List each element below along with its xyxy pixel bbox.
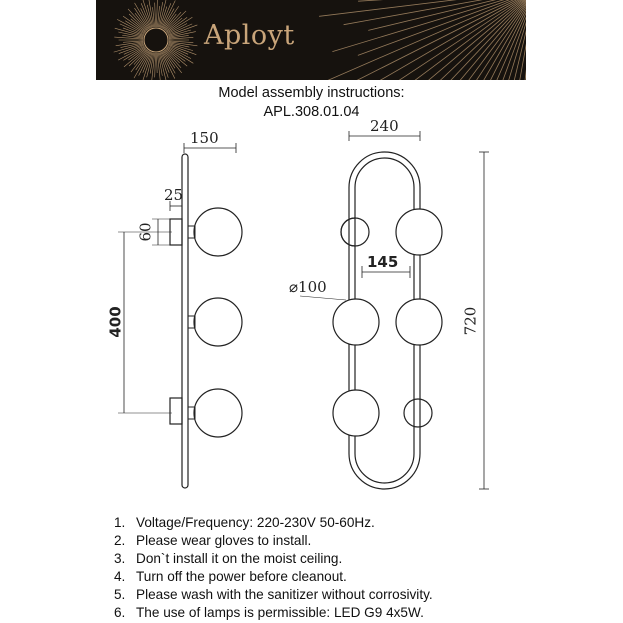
front-shade-left-bottom <box>333 390 379 436</box>
dim-front-width: 240 <box>370 117 399 135</box>
dim-mount-depth: 25 <box>164 186 184 204</box>
side-backplate <box>182 154 188 488</box>
side-shade-top <box>194 208 242 256</box>
list-item: 4. Turn off the power before cleanout. <box>114 569 347 584</box>
list-item: 6. The use of lamps is permissible: LED G9 4x5W. <box>114 605 424 620</box>
list-item: 5. Please wash with the sanitizer without corrosivity. <box>114 587 433 602</box>
front-shade-left-middle <box>333 299 379 345</box>
bottom-mount-bracket <box>170 398 182 424</box>
dim-mount-height: 60 <box>136 222 155 242</box>
brand-logo-text: Aployt <box>204 20 295 51</box>
dim-shade-offset: 145 <box>367 253 399 271</box>
list-item: 3. Don`t install it on the moist ceiling. <box>114 551 343 566</box>
front-shade-right-middle <box>396 299 442 345</box>
instructions-list <box>114 514 433 622</box>
dim-side-width: 150 <box>190 129 219 147</box>
title-line-1: Model assembly instructions: <box>218 85 405 101</box>
side-shade-middle <box>194 298 242 346</box>
dim-total-height: 720 <box>461 306 480 336</box>
front-back-shade-bottom <box>404 399 432 427</box>
list-item: 1. Voltage/Frequency: 220-230V 50-60Hz. <box>114 515 375 530</box>
model-number: APL.308.01.04 <box>263 104 360 120</box>
side-shade-bottom <box>194 389 242 437</box>
list-item: 2. Please wear gloves to install. <box>114 533 312 548</box>
dim-arm-spacing: 400 <box>106 306 125 338</box>
dim-shade-diameter: ⌀100 <box>289 278 327 296</box>
front-shade-right-top <box>396 209 442 255</box>
